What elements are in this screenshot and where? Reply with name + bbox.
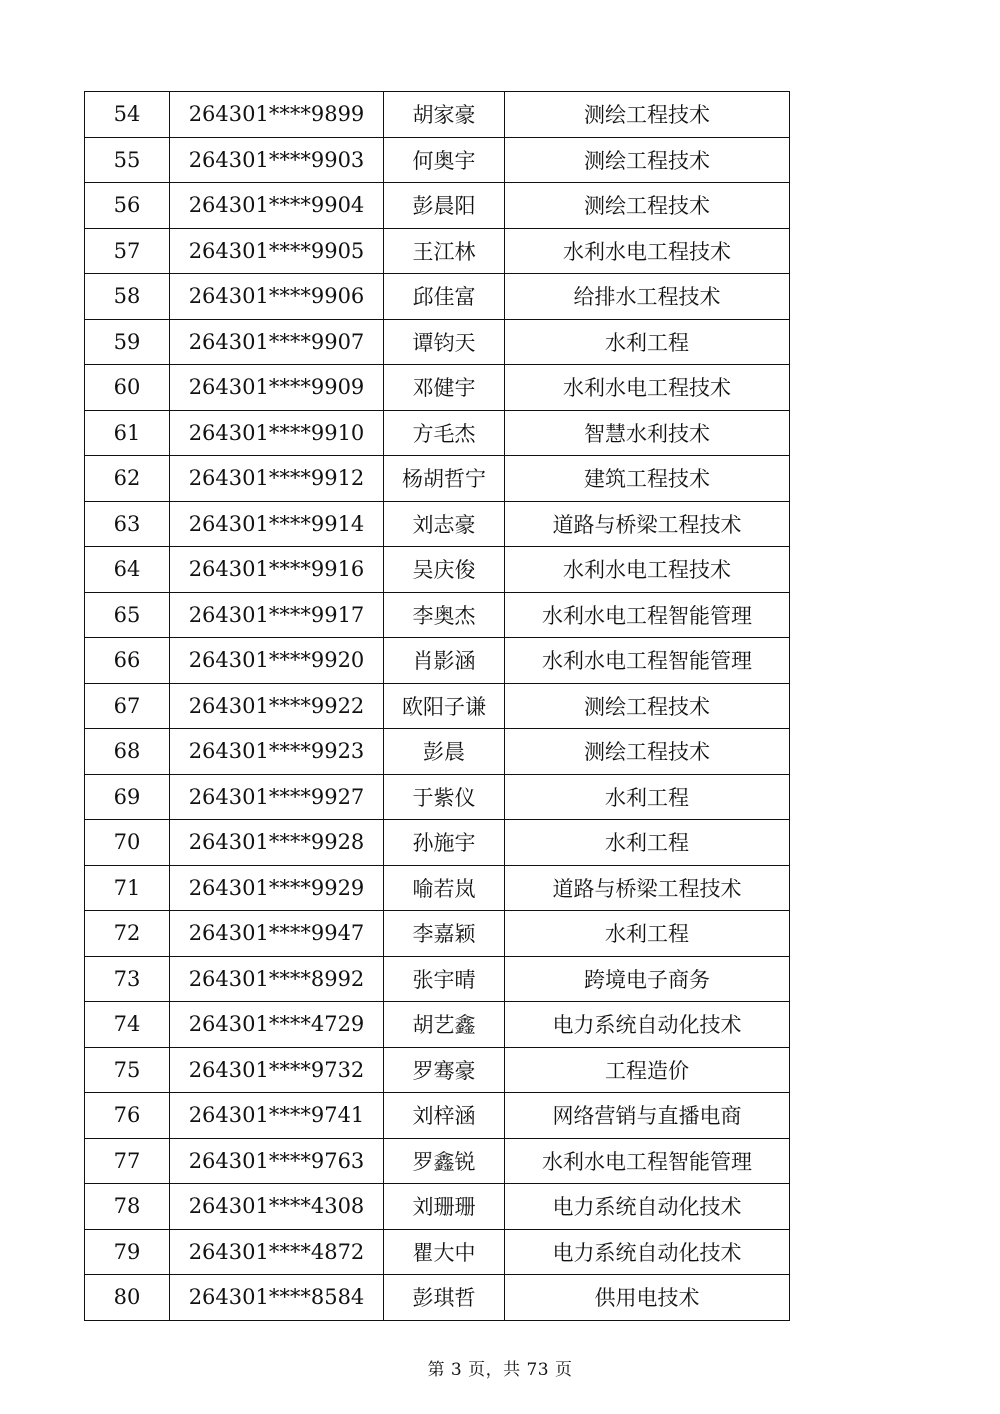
table-row [85,729,790,775]
cell-name: 李奥杰 [384,592,505,638]
table-row [85,274,790,320]
cell-name: 吴庆俊 [384,547,505,593]
cell-id: 264301****8584 [170,1275,384,1321]
page-footer: 第 3 页，共 73 页 [427,1360,573,1380]
cell-name: 孙施宇 [384,820,505,866]
cell-id: 264301****9910 [170,410,384,456]
cell-id: 264301****9917 [170,592,384,638]
cell-major: 道路与桥梁工程技术 [505,501,790,547]
table-row [85,592,790,638]
cell-id: 264301****9912 [170,456,384,502]
table-row [85,183,790,229]
cell-number: 79 [85,1229,170,1275]
cell-major: 测绘工程技术 [505,683,790,729]
cell-name: 刘梓涵 [384,1093,505,1139]
cell-number: 77 [85,1138,170,1184]
table-row [85,1047,790,1093]
cell-id: 264301****4729 [170,1002,384,1048]
cell-name: 于紫仪 [384,774,505,820]
cell-number: 71 [85,865,170,911]
cell-major: 供用电技术 [505,1275,790,1321]
cell-id: 264301****9899 [170,92,384,138]
table-row [85,319,790,365]
cell-major: 水利水电工程智能管理 [505,638,790,684]
table-row [85,137,790,183]
cell-number: 54 [85,92,170,138]
cell-number: 75 [85,1047,170,1093]
table-row [85,1093,790,1139]
cell-id: 264301****9928 [170,820,384,866]
cell-name: 罗鑫锐 [384,1138,505,1184]
cell-name: 肖影涵 [384,638,505,684]
cell-number: 55 [85,137,170,183]
cell-id: 264301****4872 [170,1229,384,1275]
cell-major: 水利水电工程技术 [505,365,790,411]
cell-major: 建筑工程技术 [505,456,790,502]
cell-number: 56 [85,183,170,229]
cell-id: 264301****9922 [170,683,384,729]
cell-id: 264301****8992 [170,956,384,1002]
cell-number: 76 [85,1093,170,1139]
cell-name: 瞿大中 [384,1229,505,1275]
cell-major: 水利工程 [505,319,790,365]
roster-table [84,91,790,1321]
cell-id: 264301****9907 [170,319,384,365]
table-row [85,638,790,684]
cell-number: 62 [85,456,170,502]
cell-number: 64 [85,547,170,593]
cell-name: 王江林 [384,228,505,274]
cell-id: 264301****9903 [170,137,384,183]
table-row [85,410,790,456]
cell-name: 刘珊珊 [384,1184,505,1230]
cell-major: 给排水工程技术 [505,274,790,320]
table-row [85,820,790,866]
cell-number: 63 [85,501,170,547]
cell-major: 工程造价 [505,1047,790,1093]
cell-major: 网络营销与直播电商 [505,1093,790,1139]
cell-name: 喻若岚 [384,865,505,911]
cell-id: 264301****9927 [170,774,384,820]
cell-major: 水利水电工程智能管理 [505,1138,790,1184]
cell-name: 欧阳子谦 [384,683,505,729]
cell-id: 264301****9905 [170,228,384,274]
cell-major: 电力系统自动化技术 [505,1184,790,1230]
cell-id: 264301****9741 [170,1093,384,1139]
cell-number: 66 [85,638,170,684]
cell-major: 电力系统自动化技术 [505,1002,790,1048]
cell-name: 胡家豪 [384,92,505,138]
table-row [85,547,790,593]
cell-name: 李嘉颖 [384,911,505,957]
cell-id: 264301****9929 [170,865,384,911]
table-row [85,683,790,729]
cell-major: 电力系统自动化技术 [505,1229,790,1275]
cell-number: 80 [85,1275,170,1321]
cell-number: 67 [85,683,170,729]
cell-id: 264301****9763 [170,1138,384,1184]
cell-major: 道路与桥梁工程技术 [505,865,790,911]
table-row [85,1229,790,1275]
cell-name: 张宇晴 [384,956,505,1002]
cell-number: 60 [85,365,170,411]
cell-id: 264301****9914 [170,501,384,547]
cell-number: 57 [85,228,170,274]
table-row [85,365,790,411]
cell-number: 70 [85,820,170,866]
cell-number: 72 [85,911,170,957]
cell-number: 73 [85,956,170,1002]
cell-major: 测绘工程技术 [505,137,790,183]
table-row [85,1275,790,1321]
cell-id: 264301****9923 [170,729,384,775]
cell-number: 65 [85,592,170,638]
cell-name: 罗骞豪 [384,1047,505,1093]
cell-id: 264301****9920 [170,638,384,684]
cell-name: 方毛杰 [384,410,505,456]
cell-name: 彭晨阳 [384,183,505,229]
cell-name: 胡艺鑫 [384,1002,505,1048]
cell-number: 58 [85,274,170,320]
cell-number: 74 [85,1002,170,1048]
cell-id: 264301****9916 [170,547,384,593]
table-row [85,865,790,911]
cell-number: 78 [85,1184,170,1230]
table-row [85,956,790,1002]
cell-id: 264301****9904 [170,183,384,229]
cell-name: 何奥宇 [384,137,505,183]
cell-major: 测绘工程技术 [505,183,790,229]
cell-number: 68 [85,729,170,775]
cell-major: 水利水电工程技术 [505,228,790,274]
table-row [85,1184,790,1230]
table-row [85,228,790,274]
table-row [85,456,790,502]
cell-number: 69 [85,774,170,820]
table-row [85,774,790,820]
cell-major: 水利工程 [505,774,790,820]
cell-number: 59 [85,319,170,365]
cell-name: 彭琪哲 [384,1275,505,1321]
cell-id: 264301****9906 [170,274,384,320]
cell-major: 跨境电子商务 [505,956,790,1002]
cell-major: 智慧水利技术 [505,410,790,456]
cell-major: 水利工程 [505,820,790,866]
cell-major: 水利水电工程智能管理 [505,592,790,638]
cell-name: 彭晨 [384,729,505,775]
cell-major: 水利工程 [505,911,790,957]
cell-major: 水利水电工程技术 [505,547,790,593]
table-row [85,92,790,138]
cell-id: 264301****9909 [170,365,384,411]
table-row [85,1002,790,1048]
cell-major: 测绘工程技术 [505,92,790,138]
table-row [85,1138,790,1184]
cell-major: 测绘工程技术 [505,729,790,775]
cell-name: 邱佳富 [384,274,505,320]
table-row [85,911,790,957]
cell-id: 264301****9947 [170,911,384,957]
cell-name: 邓健宇 [384,365,505,411]
cell-name: 刘志豪 [384,501,505,547]
cell-number: 61 [85,410,170,456]
cell-id: 264301****4308 [170,1184,384,1230]
cell-id: 264301****9732 [170,1047,384,1093]
cell-name: 杨胡哲宁 [384,456,505,502]
table-row [85,501,790,547]
cell-name: 谭钧天 [384,319,505,365]
